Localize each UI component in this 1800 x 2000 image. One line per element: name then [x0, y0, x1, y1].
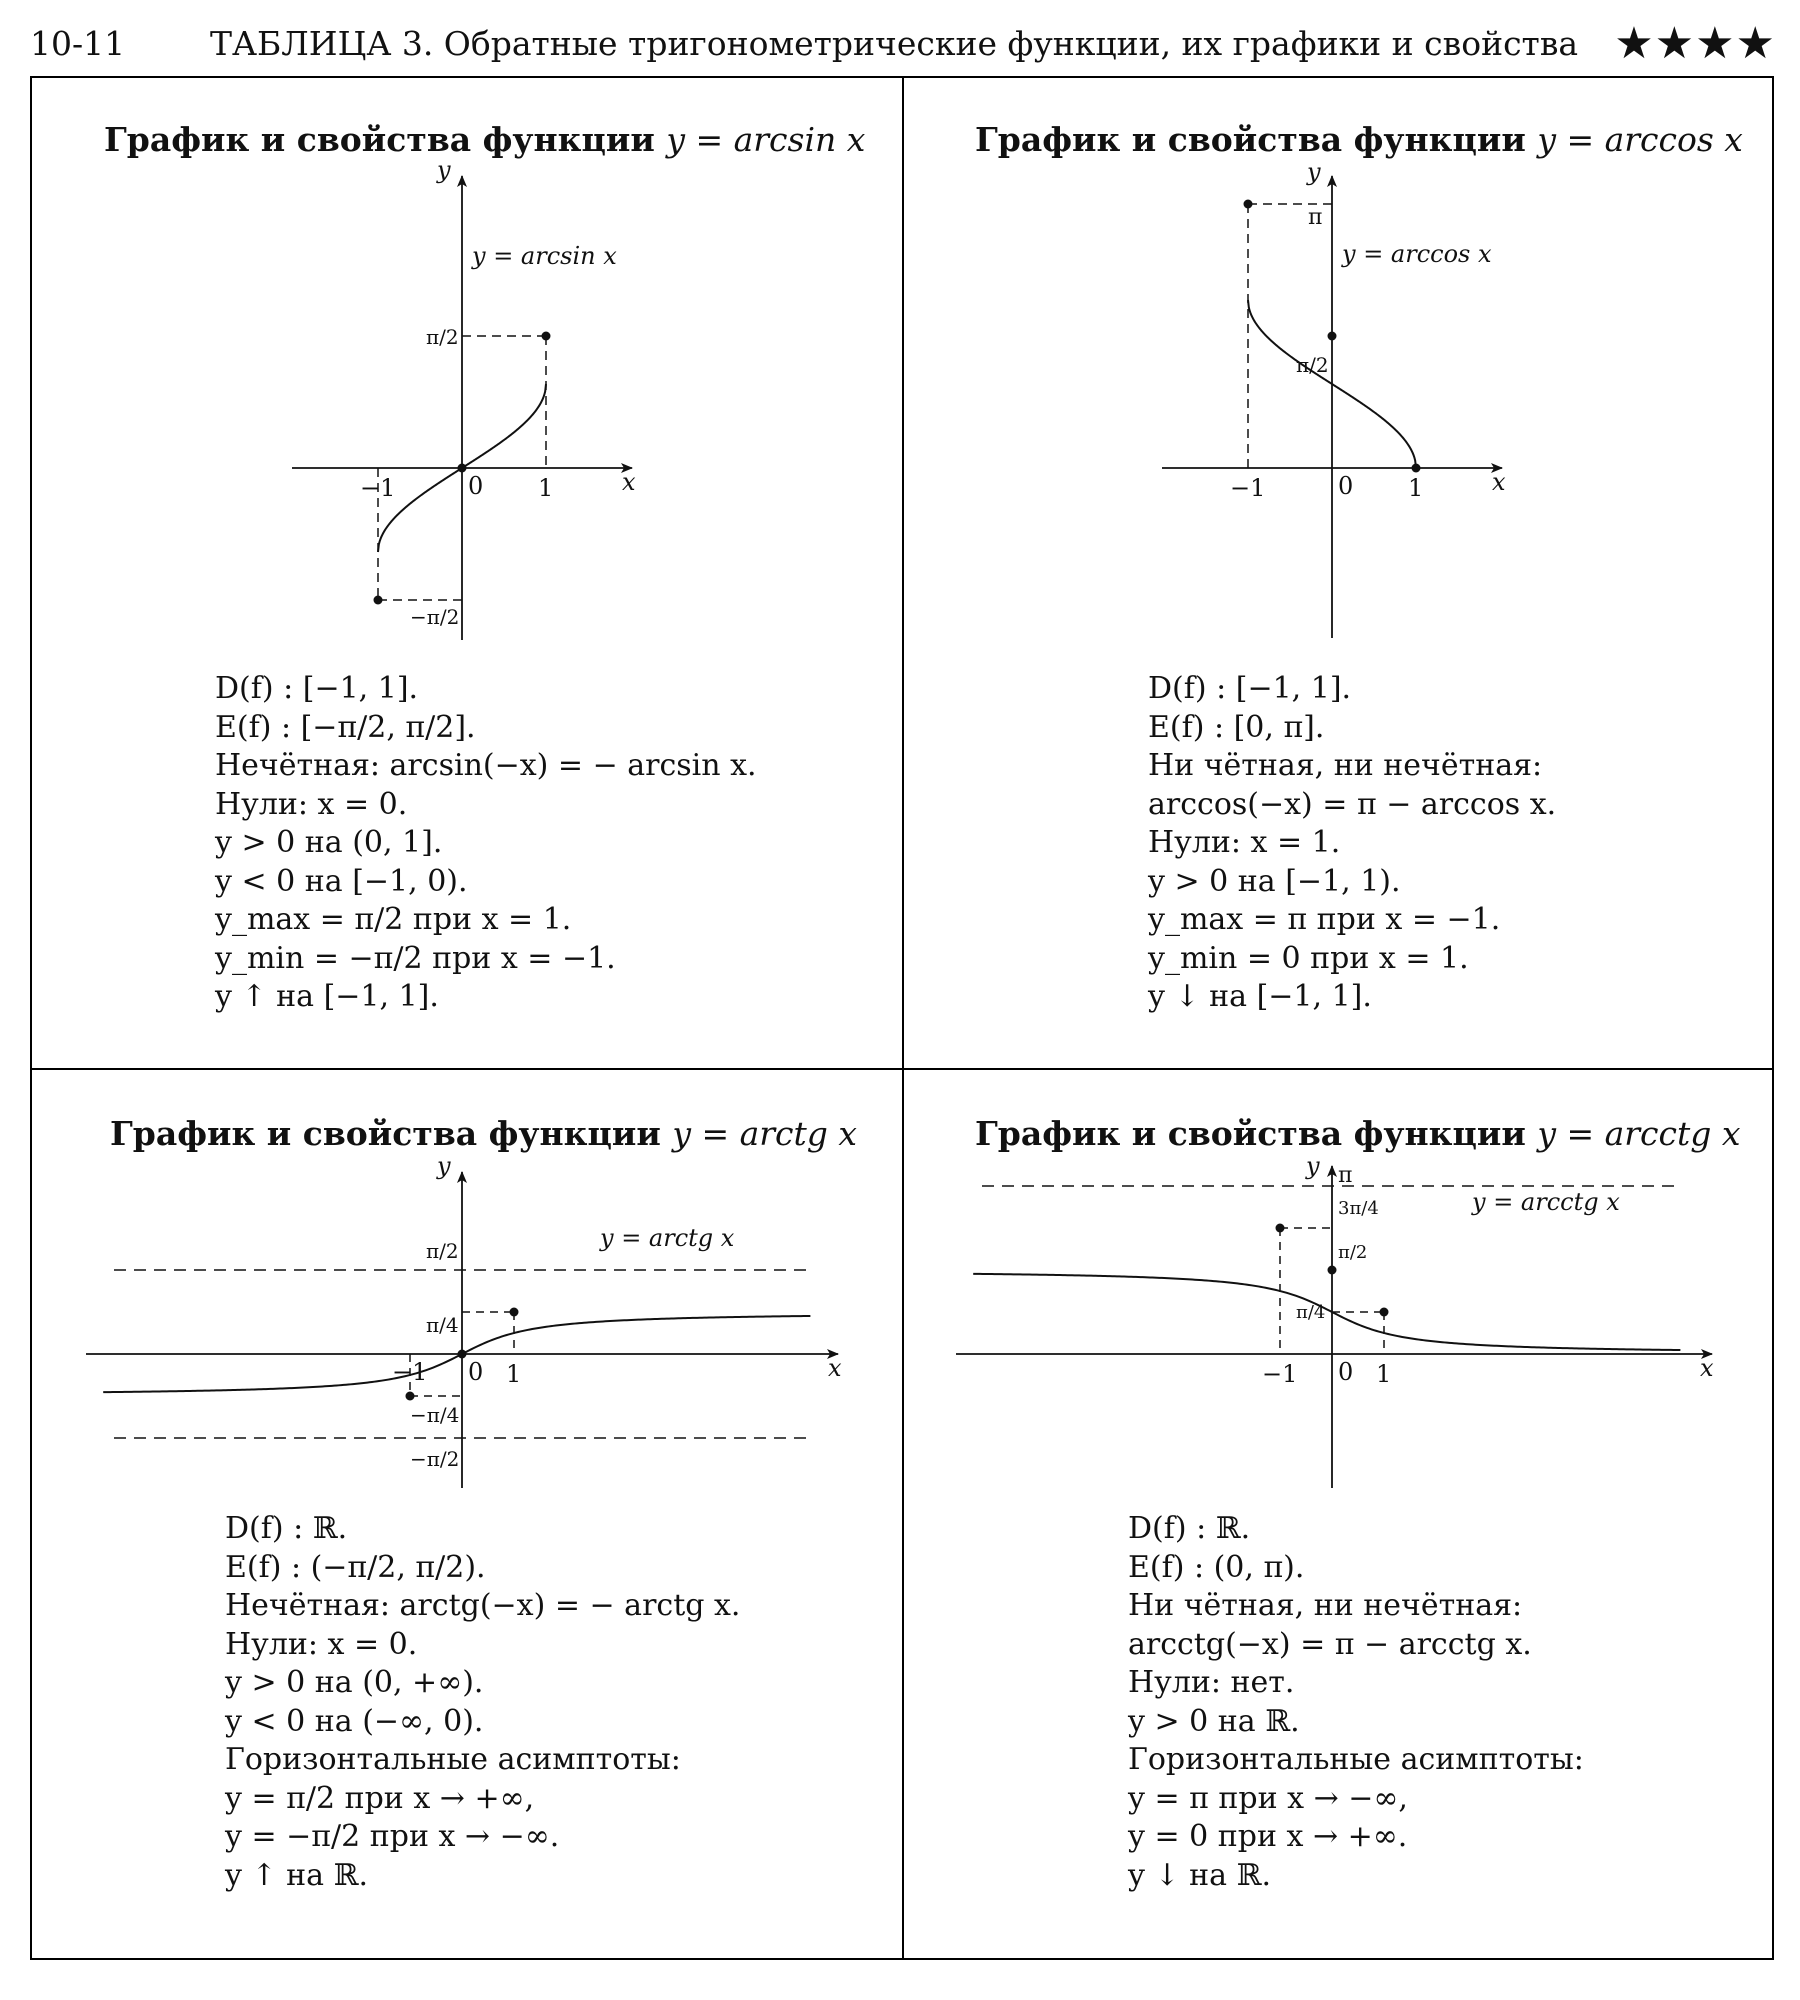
difficulty-stars: ★★★★: [1614, 18, 1776, 69]
curve-label: y = arctg x: [600, 1224, 735, 1252]
point: [458, 464, 467, 473]
property-line: E(f) : [−π/2, π/2].: [215, 709, 476, 745]
curve-label: y = arcctg x: [1472, 1188, 1620, 1216]
tick-label: −π/2: [410, 1447, 460, 1471]
point: [542, 332, 551, 341]
tick-label: −π/2: [410, 605, 460, 629]
point: [1244, 200, 1253, 209]
y-axis-label: y: [1306, 1152, 1320, 1180]
x-axis-label: x: [622, 468, 636, 496]
panel-title-text: График и свойства функции: [975, 1114, 1526, 1153]
property-line: D(f) : [−1, 1].: [1148, 671, 1352, 706]
arcsin-graph: [292, 156, 636, 640]
tick-label: π: [1338, 1163, 1353, 1188]
curve-label: y = arcsin x: [472, 242, 617, 270]
property-line: y ↑ на ℝ.: [225, 1857, 369, 1893]
origin-label: 0: [1338, 1358, 1354, 1386]
x-axis-label: x: [828, 1354, 842, 1382]
panel-title-function: y = arcsin x: [666, 120, 866, 159]
property-line: arcctg(−x) = π − arcctg x.: [1128, 1626, 1532, 1662]
panel-title-text: График и свойства функции: [110, 1114, 661, 1153]
property-line: y ↓ на ℝ.: [1128, 1857, 1272, 1893]
property-line: E(f) : (0, π).: [1128, 1549, 1305, 1585]
property-line: Горизонтальные асимптоты:: [225, 1742, 681, 1777]
tick-label: π: [1308, 205, 1323, 230]
point: [1276, 1224, 1285, 1233]
property-line: E(f) : (−π/2, π/2).: [225, 1549, 486, 1585]
property-line: E(f) : [0, π].: [1148, 709, 1325, 745]
tick-label: π/2: [426, 1239, 459, 1263]
point: [458, 1350, 467, 1359]
property-line: y_min = −π/2 при x = −1.: [215, 940, 616, 976]
arcctg-graph: [956, 1152, 1714, 1488]
page-title: ТАБЛИЦА 3. Обратные тригонометрические функции, их графики и свойства: [210, 24, 1579, 63]
tick-label: −1: [1230, 474, 1266, 502]
tick-label: π/4: [426, 1313, 459, 1337]
property-line: y < 0 на (−∞, 0).: [225, 1703, 484, 1739]
origin-label: 0: [468, 472, 484, 500]
curve-label: y = arccos x: [1342, 240, 1492, 268]
property-line: Нули: x = 0.: [215, 786, 408, 822]
tick-label: π/2: [426, 325, 459, 349]
tick-label: π/4: [1296, 1302, 1326, 1323]
tick-label: −1: [1262, 1360, 1298, 1388]
y-axis-label: y: [437, 1152, 451, 1180]
point: [1328, 332, 1337, 341]
y-axis-label: y: [1307, 158, 1321, 186]
point: [374, 596, 383, 605]
panel-title-function: y = arccos x: [1537, 120, 1743, 159]
tick-label: −1: [360, 474, 396, 502]
property-line: y > 0 на (0, 1].: [215, 825, 443, 860]
property-line: y = 0 при x → +∞.: [1128, 1819, 1408, 1854]
panel-title-text: График и свойства функции: [104, 120, 655, 159]
property-line: arccos(−x) = π − arccos x.: [1148, 786, 1557, 822]
tick-label: 1: [506, 1360, 522, 1388]
point: [1328, 1266, 1337, 1275]
arccos-graph: [1162, 158, 1506, 638]
arcctg-curve: [973, 1274, 1680, 1350]
property-line: Ни чётная, ни нечётная:: [1148, 748, 1543, 783]
x-axis-label: x: [1492, 468, 1506, 496]
tick-label: 1: [1408, 474, 1424, 502]
property-line: y_min = 0 при x = 1.: [1148, 940, 1469, 976]
property-line: Нули: нет.: [1128, 1665, 1295, 1700]
tick-label: −π/4: [410, 1403, 460, 1427]
property-line: Нечётная: arcsin(−x) = − arcsin x.: [215, 748, 757, 783]
point: [510, 1308, 519, 1317]
property-line: y > 0 на [−1, 1).: [1148, 863, 1401, 899]
tick-label: π/2: [1338, 1242, 1368, 1263]
property-line: Нули: x = 0.: [225, 1626, 418, 1662]
property-line: Нули: x = 1.: [1148, 825, 1341, 860]
panel-title-function: y = arctg x: [672, 1114, 858, 1153]
property-line: D(f) : [−1, 1].: [215, 671, 419, 706]
panel-title-function: y = arcctg x: [1537, 1114, 1741, 1153]
property-line: y_max = π/2 при x = 1.: [215, 902, 572, 937]
grade-label: 10-11: [30, 24, 126, 63]
panel-title-text: График и свойства функции: [975, 120, 1526, 159]
property-line: y = π при x → −∞,: [1128, 1780, 1408, 1816]
tick-label: 3π/4: [1338, 1198, 1379, 1219]
origin-label: 0: [1338, 472, 1354, 500]
property-line: Горизонтальные асимптоты:: [1128, 1742, 1584, 1777]
x-axis-label: x: [1700, 1354, 1714, 1382]
point: [1380, 1308, 1389, 1317]
property-line: D(f) : ℝ.: [225, 1511, 348, 1546]
point: [406, 1392, 415, 1401]
y-axis-label: y: [437, 156, 451, 184]
property-line: y = −π/2 при x → −∞.: [225, 1819, 560, 1854]
property-line: y < 0 на [−1, 0).: [215, 863, 468, 899]
property-line: Нечётная: arctg(−x) = − arctg x.: [225, 1588, 741, 1623]
property-line: y ↓ на [−1, 1].: [1148, 979, 1372, 1014]
property-line: y_max = π при x = −1.: [1148, 902, 1501, 937]
tick-label: −1: [392, 1358, 428, 1386]
tick-label: 1: [538, 474, 554, 502]
tick-label: 1: [1376, 1360, 1392, 1388]
property-line: y > 0 на ℝ.: [1128, 1703, 1300, 1739]
property-line: y ↑ на [−1, 1].: [215, 979, 439, 1014]
property-line: y > 0 на (0, +∞).: [225, 1665, 484, 1700]
origin-label: 0: [468, 1358, 484, 1386]
arctg-graph: [86, 1152, 842, 1488]
property-line: Ни чётная, ни нечётная:: [1128, 1588, 1523, 1623]
tick-label: π/2: [1296, 353, 1329, 377]
property-line: y = π/2 при x → +∞,: [225, 1780, 535, 1816]
property-line: D(f) : ℝ.: [1128, 1511, 1251, 1546]
point: [1412, 464, 1421, 473]
